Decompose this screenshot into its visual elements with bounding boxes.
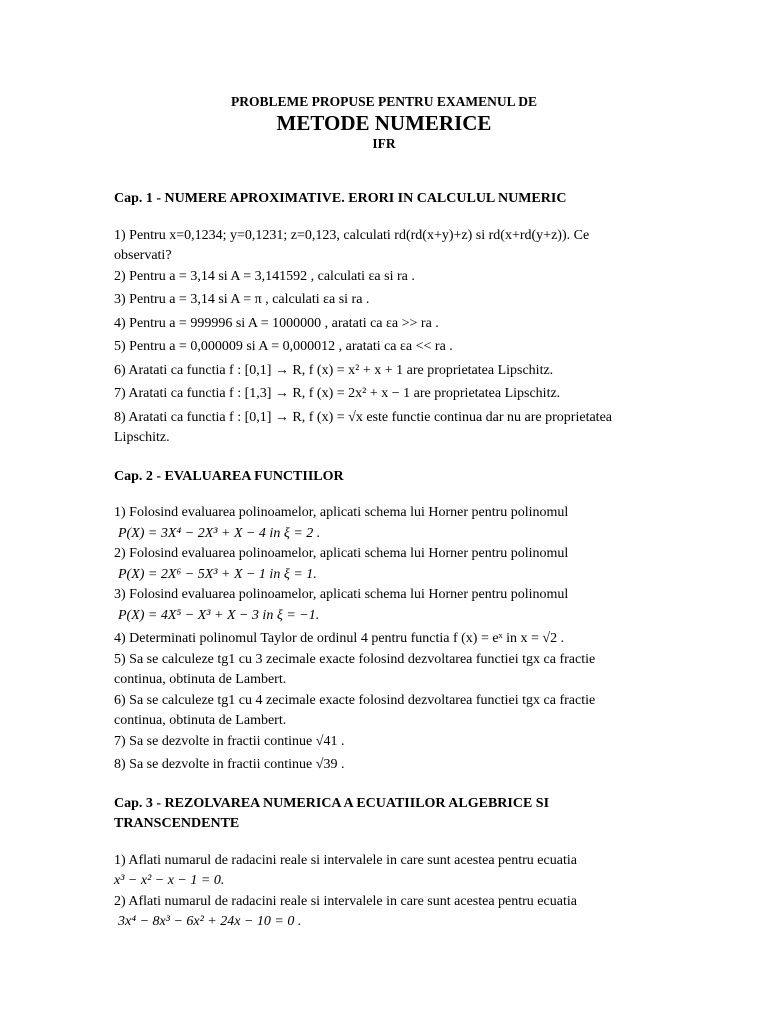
cap3-item-1: 1) Aflati numarul de radacini reale si intervalele in care sunt acestea pentru ecuatia [114, 852, 577, 868]
cap3-title: Cap. 3 - REZOLVAREA NUMERICA A ECUATIILOR ALGEBRICE SI TRANSCENDENTE [114, 795, 550, 831]
cap2-item-1-eq: P(X) = 3X⁴ − 2X³ + X − 4 in ξ = 2 . [118, 525, 321, 541]
cap2-item-2-eq: P(X) = 2X⁶ − 5X³ + X − 1 in ξ = 1. [118, 566, 317, 582]
cap3-item-2: 2) Aflati numarul de radacini reale si intervalele in care sunt acestea pentru ecuatia [114, 893, 577, 909]
cap2-item-4: 4) Determinati polinomul Taylor de ordinul 4 pentru functia f (x) = eˣ in x = √2 . [114, 631, 565, 646]
cap2-item-1: 1) Folosind evaluarea polinoamelor, aplicati schema lui Horner pentru polinomul [114, 505, 569, 520]
cap1-item-5: 5) Pentru a = 0,000009 si A = 0,000012 , aratati ca εa << ra . [114, 339, 453, 354]
cap1-item-7: 7) Aratati ca functia f : [1,3] → R, f (x) = 2x² + x − 1 are proprietatea Lipschitz. [114, 386, 561, 401]
cap2-title: Cap. 2 - EVALUAREA FUNCTIILOR [114, 468, 344, 484]
cap1-item-6: 6) Aratati ca functia f : [0,1] → R, f (x) = x² + x + 1 are proprietatea Lipschitz. [114, 362, 554, 378]
cap1-item-4: 4) Pentru a = 999996 si A = 1000000 , aratati ca εa >> ra . [114, 315, 439, 331]
header-title: METODE NUMERICE [276, 111, 492, 135]
cap2-item-5: 5) Sa se calculeze tg1 cu 3 zecimale exacte folosind dezvoltarea functiei tgx ca fractie continua, obtinuta de Lambert. [114, 651, 596, 687]
cap1-item-3: 3) Pentru a = 3,14 si A = π , calculati εa si ra . [114, 292, 370, 307]
header-line-3: IFR [372, 136, 396, 151]
cap2-item-3: 3) Folosind evaluarea polinoamelor, aplicati schema lui Horner pentru polinomul [114, 587, 569, 602]
header-line-1: PROBLEME PROPUSE PENTRU EXAMENUL DE [230, 94, 538, 109]
cap2-item-6: 6) Sa se calculeze tg1 cu 4 zecimale exacte folosind dezvoltarea functiei tgx ca fractie continua, obtinuta de Lambert. [114, 692, 596, 728]
cap1-title: Cap. 1 - NUMERE APROXIMATIVE. ERORI IN CALCULUL NUMERIC [114, 191, 567, 206]
cap2-item-8: 8) Sa se dezvolte in fractii continue √39 . [114, 757, 345, 772]
cap1-item-2: 2) Pentru a = 3,14 si A = 3,141592 , calculati εa si ra . [114, 268, 415, 284]
content [114, 189, 640, 933]
cap1-item-8: 8) Aratati ca functia f : [0,1] → R, f (x) = √x este functie continua dar nu are proprietatea Lipschitz. [114, 409, 612, 445]
cap3-item-2-eq: 3x⁴ − 8x³ − 6x² + 24x − 10 = 0 . [118, 914, 302, 929]
cap2-item-3-eq: P(X) = 4X⁵ − X³ + X − 3 in ξ = −1. [118, 607, 320, 623]
cap1-item-1: 1) Pentru x=0,1234; y=0,1231; z=0,123, calculati rd(rd(x+y)+z) si rd(x+rd(y+z)). Ce observati? [114, 227, 590, 263]
cap2-item-7: 7) Sa se dezvolte in fractii continue √41 . [114, 733, 345, 749]
cap3-item-1-eq: x³ − x² − x − 1 = 0. [114, 873, 225, 888]
cap2-item-2: 2) Folosind evaluarea polinoamelor, aplicati schema lui Horner pentru polinomul [114, 546, 569, 561]
